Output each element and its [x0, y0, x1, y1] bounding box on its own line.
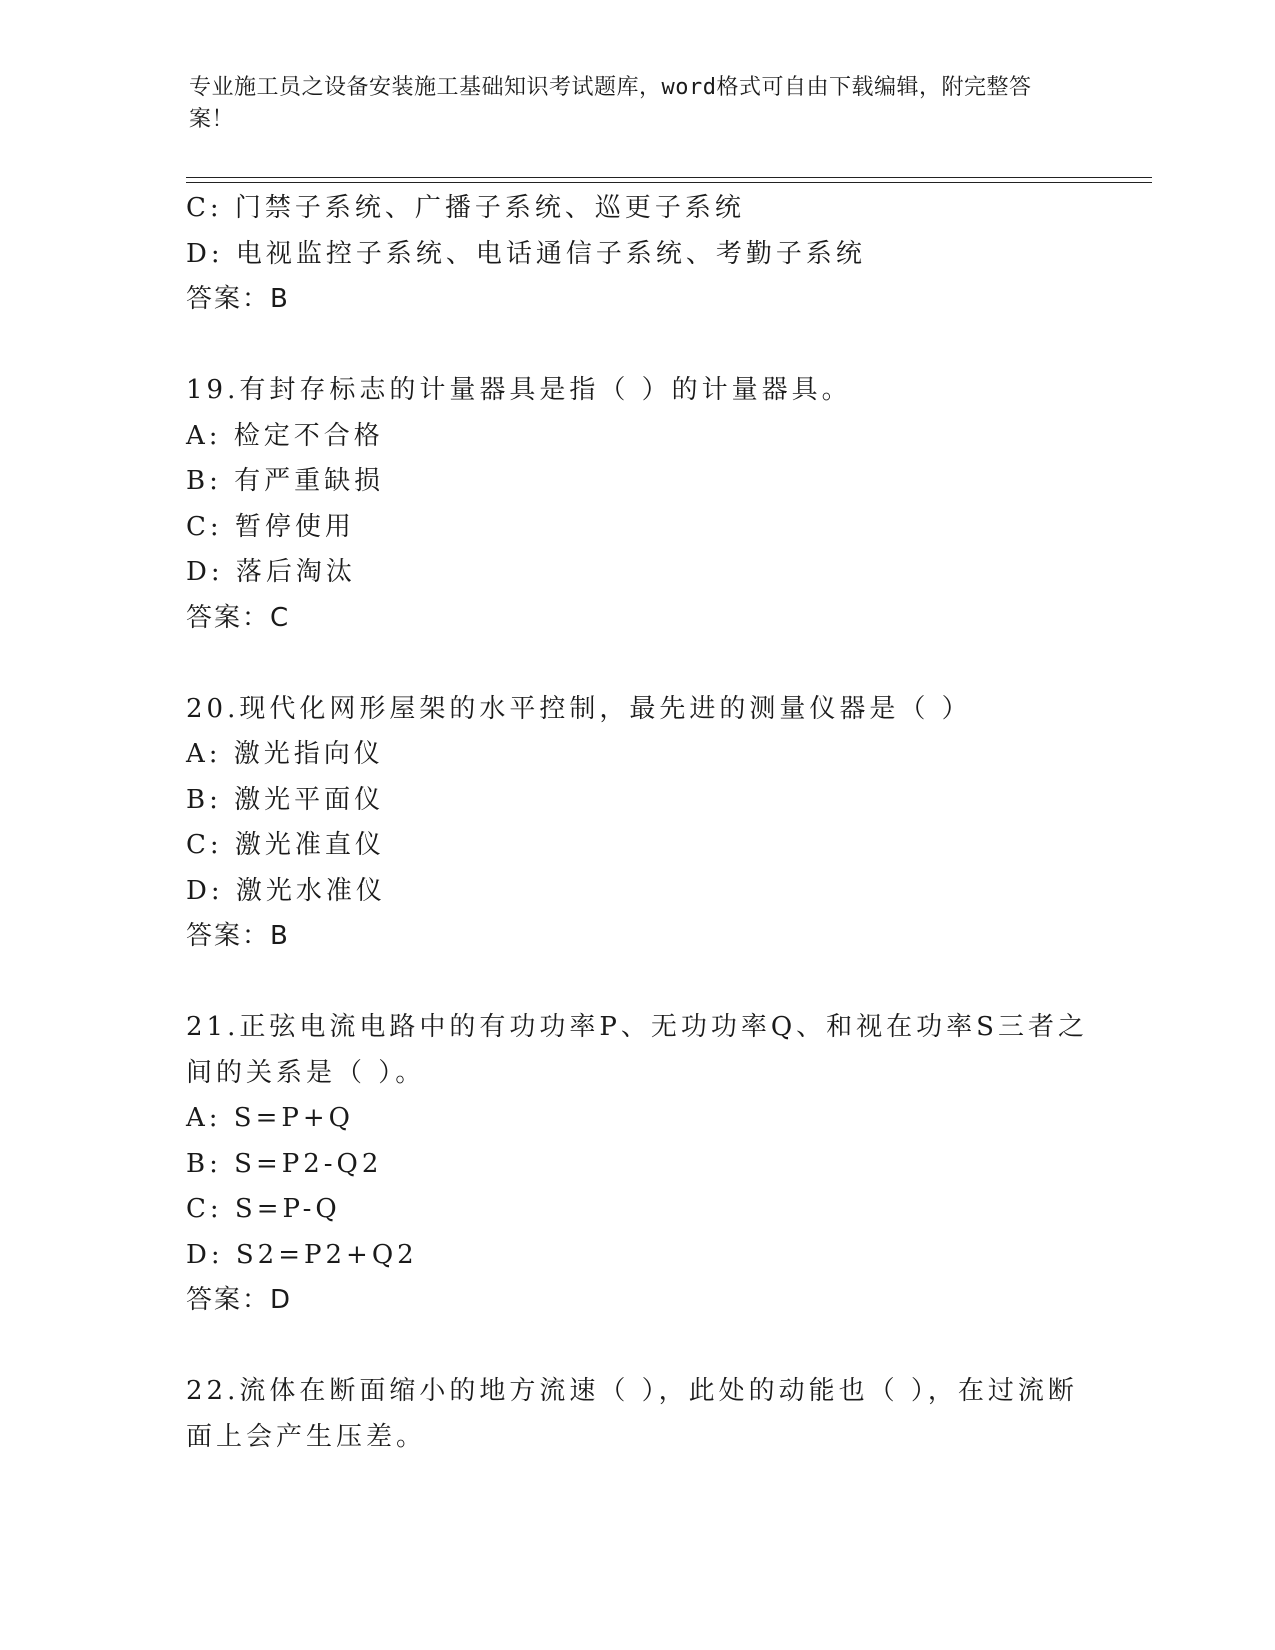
spacer — [186, 960, 1086, 1006]
option-line: B: 有严重缺损 — [186, 466, 385, 496]
question-stem: 22.流体在断面缩小的地方流速（ ），此处的动能也（ ），在过流断 — [186, 1376, 1078, 1406]
option-line: B: 激光平面仪 — [186, 784, 385, 815]
option-line: C: S=P-Q — [186, 1194, 341, 1224]
spacer — [186, 641, 1086, 687]
spacer — [186, 323, 1086, 369]
question-stem: 20.现代化网形屋架的水平控制，最先进的测量仪器是（ ） — [186, 693, 972, 724]
option-line: A: S=P+Q — [186, 1103, 354, 1133]
header-title: 专业施工员之设备安装施工基础知识考试题库，word格式可自由下载编辑，附完整答案！ — [189, 75, 1032, 132]
option-line: D: 落后淘汰 — [186, 557, 356, 587]
question-stem: 19.有封存标志的计量器具是指（ ）的计量器具。 — [186, 375, 852, 405]
question-list — [186, 186, 1086, 1460]
option-line: C: 激光准直仪 — [186, 830, 385, 860]
answer-line: 答案：B — [186, 921, 290, 951]
page-header — [189, 72, 1069, 136]
option-line: A: 激光指向仪 — [186, 739, 384, 769]
spacer — [186, 1324, 1086, 1370]
option-line: D: S2=P2+Q2 — [186, 1239, 418, 1270]
question-stem-continued: 面上会产生压差。 — [186, 1421, 427, 1452]
option-line: C: 暂停使用 — [186, 511, 355, 542]
option-line: D: 激光水准仪 — [186, 875, 386, 906]
option-line: C: 门禁子系统、广播子系统、巡更子系统 — [186, 193, 745, 223]
header-rule-bottom — [186, 182, 1152, 183]
answer-line: 答案：D — [186, 1285, 293, 1315]
option-line: B: S=P2-Q2 — [186, 1148, 383, 1179]
option-line: D: 电视监控子系统、电话通信子系统、考勤子系统 — [186, 238, 866, 269]
header-rule-top — [186, 177, 1152, 178]
answer-line: 答案：C — [186, 602, 291, 633]
answer-line: 答案：B — [186, 284, 290, 314]
question-stem-continued: 间的关系是（ ）。 — [186, 1057, 426, 1088]
option-line: A: 检定不合格 — [186, 420, 384, 451]
question-stem: 21.正弦电流电路中的有功功率P、无功功率Q、和视在功率S三者之 — [186, 1012, 1088, 1042]
